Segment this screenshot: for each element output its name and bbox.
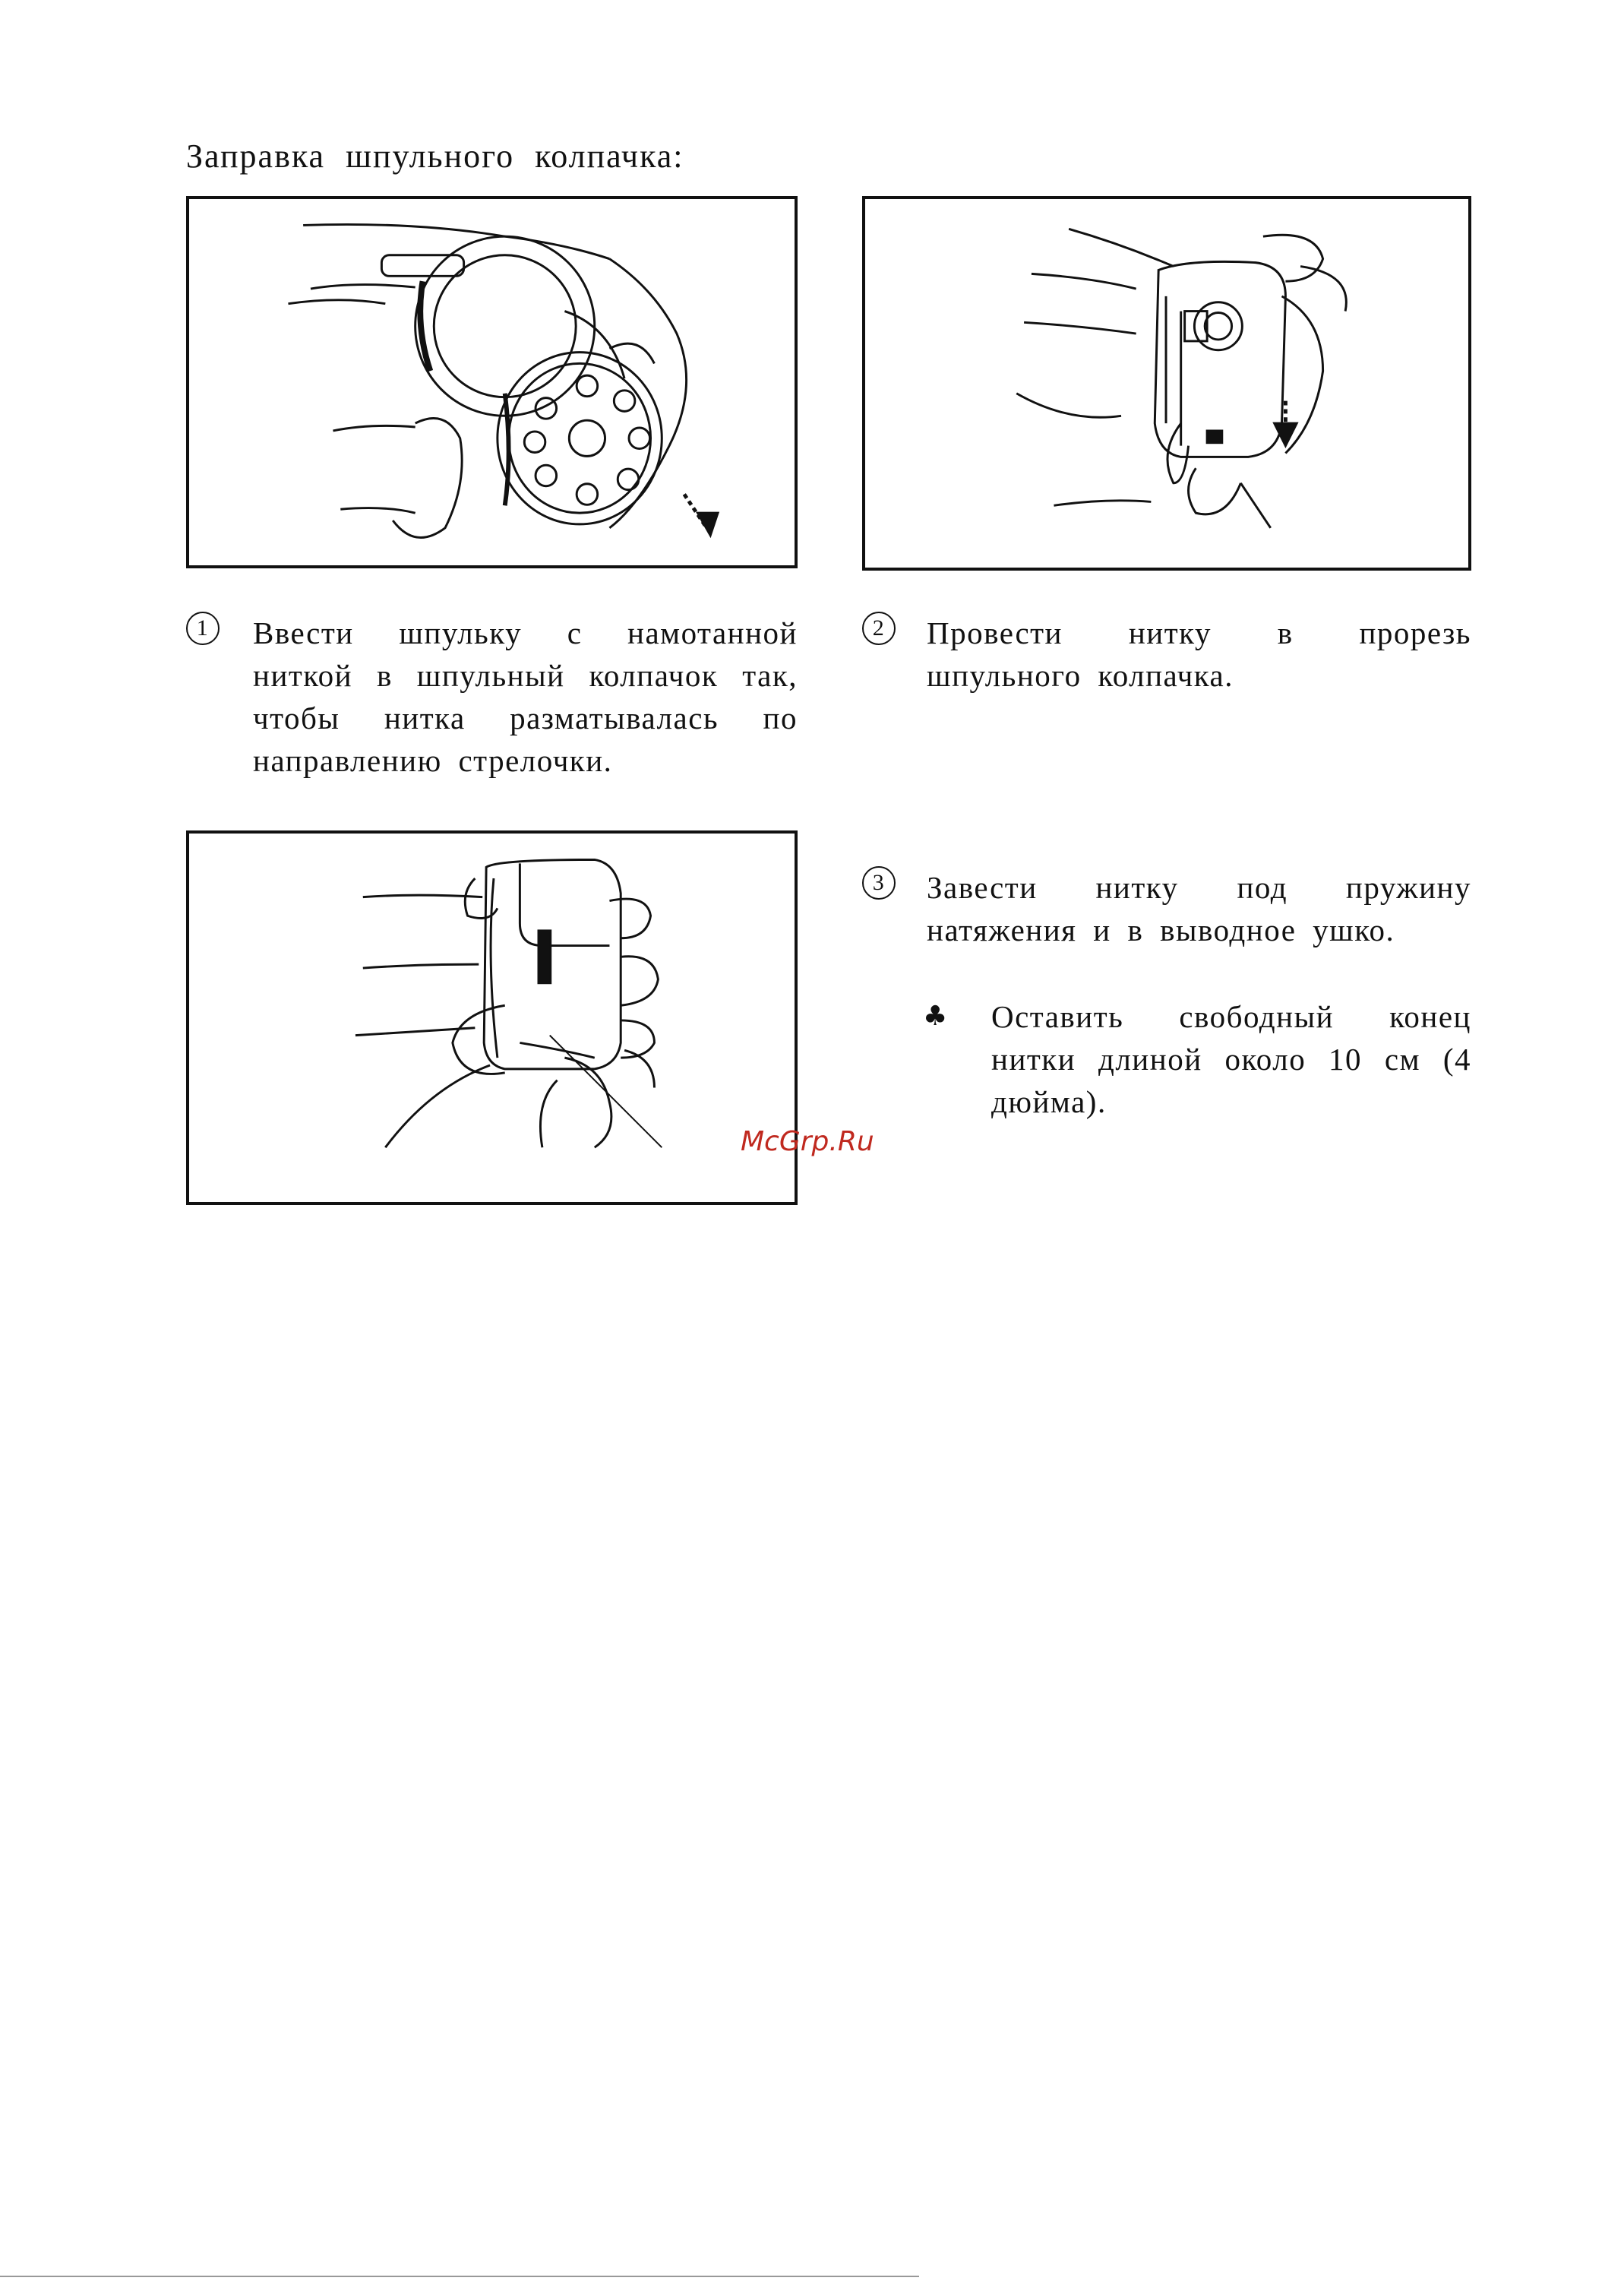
tension-spring-illustration (189, 834, 795, 1202)
step-1 (186, 612, 798, 794)
step-number-2: 2 (862, 612, 896, 645)
step-3-text: Завести нитку под пружину натяжения и в выводное ушко. (927, 870, 1471, 947)
note (923, 995, 1471, 1125)
club-bullet-icon: ♣ (923, 1001, 949, 1032)
thread-slit-illustration (865, 199, 1468, 568)
step-number-3: 3 (862, 866, 896, 900)
step-2-text: Провести нитку в прорезь шпульного колпачка. (927, 615, 1471, 693)
step-3 (862, 866, 1471, 957)
step-number-1: 1 (186, 612, 220, 645)
figure-tension-spring (186, 830, 798, 1205)
note-text: Оставить свободный конец нитки длиной около 10 см (4 дюйма). (991, 999, 1471, 1119)
bobbin-illustration (189, 199, 795, 565)
page-divider (0, 2276, 919, 2277)
watermark: McGrp.Ru (741, 1126, 874, 1157)
figure-thread-slit (862, 196, 1471, 571)
step-2 (862, 612, 1471, 703)
page-title: Заправка шпульного колпачка: (186, 138, 684, 175)
figure-insert-bobbin (186, 196, 798, 568)
step-1-text: Ввести шпульку с намотанной ниткой в шпульный колпачок так, чтобы нитка разматывалась по направлению стрелочки. (253, 615, 798, 778)
